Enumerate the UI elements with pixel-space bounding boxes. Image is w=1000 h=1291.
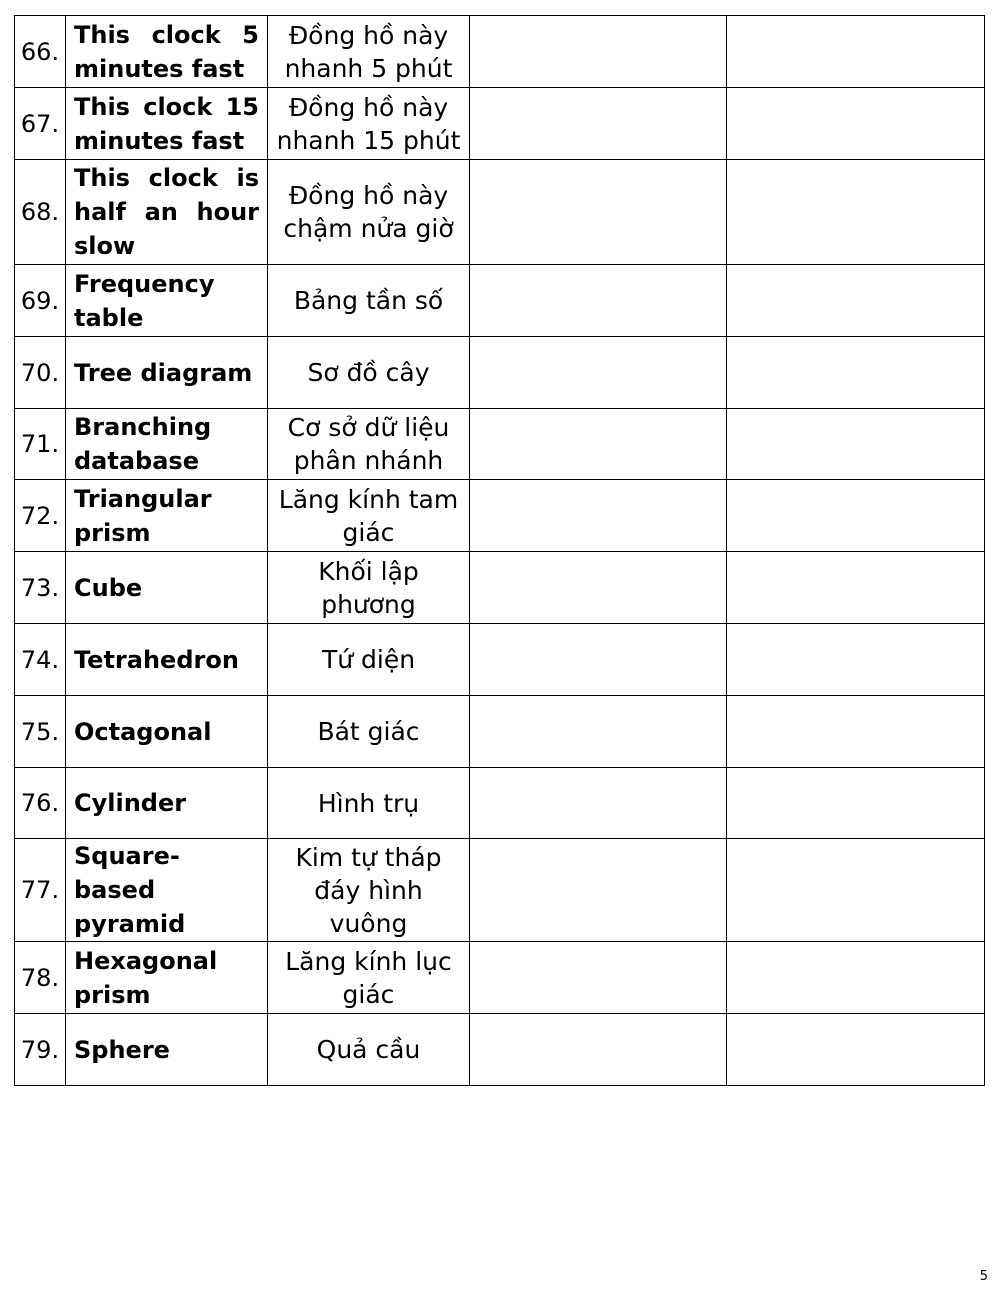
blank-answer-cell [470, 696, 727, 768]
page-number: 5 [979, 1269, 988, 1284]
english-term: Square-based pyramid [66, 839, 268, 942]
vietnamese-term: Hình trụ [268, 768, 470, 839]
vietnamese-term: Lăng kính tam giác [268, 480, 470, 552]
english-term: This clock 5 minutes fast [66, 16, 268, 88]
english-term: Cube [66, 552, 268, 624]
english-term: This clock is half an hour slow [66, 160, 268, 265]
vietnamese-term: Kim tự tháp đáy hình vuông [268, 839, 470, 942]
table-row [15, 337, 985, 409]
english-term: This clock 15 minutes fast [66, 88, 268, 160]
row-number: 70. [15, 337, 66, 409]
vietnamese-term: Đồng hồ này chậm nửa giờ [268, 160, 470, 265]
row-number: 68. [15, 160, 66, 265]
row-number: 77. [15, 839, 66, 942]
blank-answer-cell [727, 265, 985, 337]
row-number: 78. [15, 942, 66, 1014]
vocabulary-table-body [15, 16, 985, 1086]
table-row [15, 16, 985, 88]
row-number: 74. [15, 624, 66, 696]
blank-answer-cell [727, 88, 985, 160]
english-term: Cylinder [66, 768, 268, 839]
blank-answer-cell [470, 624, 727, 696]
blank-answer-cell [727, 768, 985, 839]
row-number: 79. [15, 1014, 66, 1086]
table-row [15, 1014, 985, 1086]
table-row [15, 696, 985, 768]
vietnamese-term: Lăng kính lục giác [268, 942, 470, 1014]
english-term: Tree diagram [66, 337, 268, 409]
blank-answer-cell [470, 839, 727, 942]
table-row [15, 624, 985, 696]
table-row [15, 480, 985, 552]
row-number: 69. [15, 265, 66, 337]
blank-answer-cell [470, 160, 727, 265]
vietnamese-term: Bát giác [268, 696, 470, 768]
row-number: 76. [15, 768, 66, 839]
table-row [15, 942, 985, 1014]
row-number: 66. [15, 16, 66, 88]
blank-answer-cell [727, 480, 985, 552]
english-term: Sphere [66, 1014, 268, 1086]
table-row [15, 409, 985, 480]
table-row [15, 160, 985, 265]
blank-answer-cell [470, 942, 727, 1014]
english-term: Triangular prism [66, 480, 268, 552]
table-row [15, 265, 985, 337]
blank-answer-cell [727, 16, 985, 88]
row-number: 73. [15, 552, 66, 624]
blank-answer-cell [470, 1014, 727, 1086]
blank-answer-cell [470, 768, 727, 839]
vietnamese-term: Khối lập phương [268, 552, 470, 624]
blank-answer-cell [470, 16, 727, 88]
vietnamese-term: Đồng hồ này nhanh 5 phút [268, 16, 470, 88]
blank-answer-cell [470, 552, 727, 624]
blank-answer-cell [727, 696, 985, 768]
table-row [15, 552, 985, 624]
blank-answer-cell [470, 88, 727, 160]
english-term: Hexagonal prism [66, 942, 268, 1014]
row-number: 71. [15, 409, 66, 480]
english-term: Tetrahedron [66, 624, 268, 696]
english-term: Branching database [66, 409, 268, 480]
vietnamese-term: Tứ diện [268, 624, 470, 696]
vocabulary-table [14, 15, 985, 1086]
blank-answer-cell [470, 480, 727, 552]
blank-answer-cell [470, 409, 727, 480]
table-row [15, 768, 985, 839]
vietnamese-term: Đồng hồ này nhanh 15 phút [268, 88, 470, 160]
english-term: Octagonal [66, 696, 268, 768]
blank-answer-cell [727, 409, 985, 480]
blank-answer-cell [727, 337, 985, 409]
vietnamese-term: Sơ đồ cây [268, 337, 470, 409]
row-number: 67. [15, 88, 66, 160]
blank-answer-cell [727, 839, 985, 942]
table-row [15, 839, 985, 942]
blank-answer-cell [727, 552, 985, 624]
blank-answer-cell [727, 160, 985, 265]
blank-answer-cell [470, 337, 727, 409]
vietnamese-term: Quả cầu [268, 1014, 470, 1086]
table-row [15, 88, 985, 160]
english-term: Frequency table [66, 265, 268, 337]
blank-answer-cell [727, 942, 985, 1014]
vietnamese-term: Bảng tần số [268, 265, 470, 337]
blank-answer-cell [470, 265, 727, 337]
row-number: 75. [15, 696, 66, 768]
row-number: 72. [15, 480, 66, 552]
vietnamese-term: Cơ sở dữ liệu phân nhánh [268, 409, 470, 480]
blank-answer-cell [727, 624, 985, 696]
blank-answer-cell [727, 1014, 985, 1086]
